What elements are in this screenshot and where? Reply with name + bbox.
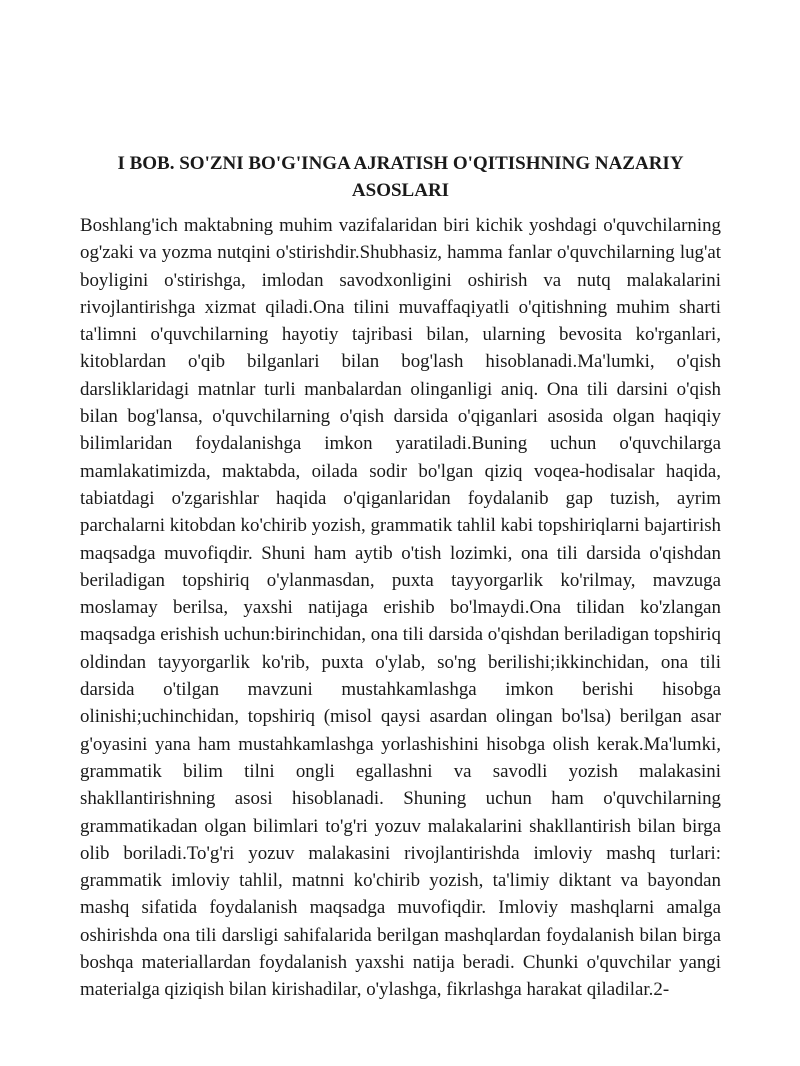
- body-paragraph: Boshlang'ich maktabning muhim vazifalaridan biri kichik yoshdagi o'quvchilarning og'zaki va yozma nutqini o'stirishdir.Shubhasiz, hamma fanlar o'quvchilarning lug'at boyligini o'stirishga, imlodan savodxonligini oshirish va nutq malakalarini rivojlantirishga xizmat qiladi.Ona tilini muvaffaqiyatli o'qitishning muhim sharti ta'limni o'quvchilarning hayotiy tajribasi bilan, ularning bevosita ko'rganlari, kitoblardan o'qib bilganlari bilan bog'lash hisoblanadi.Ma'lumki, o'qish darsliklaridagi matnlar turli manbalardan olinganligi aniq. Ona tili darsini o'qish bilan bog'lansa, o'quvchilarning o'qish darsida o'qiganlari asosida olgan haqiqiy bilimlaridan foydalanishga imkon yaratiladi.Buning uchun o'quvchilarga mamlakatimizda, maktabda, oilada sodir bo'lgan qiziq voqea-hodisalar haqida, tabiatdagi o'zgarishlar haqida o'qiganlaridan foydalanib gap tuzish, ayrim parchalarni kitobdan ko'chirib yozish, grammatik tahlil kabi topshiriqlarni bajartirish maqsadga muvofiqdir. Shuni ham aytib o'tish lozimki, ona tili darsida o'qishdan beriladigan topshiriq o'ylanmasdan, puxta tayyorgarlik ko'rilmay, mavzuga moslamay berilsa, yaxshi natijaga erishib bo'lmaydi.Ona tilidan ko'zlangan maqsadga erishish uchun:birinchidan, ona tili darsida o'qishdan beriladigan topshiriq oldindan tayyorgarlik ko'rib, puxta o'ylab, so'ng berilishi;ikkinchidan, ona tili darsida o'tilgan mavzuni mustahkamlashga imkon berishi hisobga olinishi;uchinchidan, topshiriq (misol qaysi asardan olingan bo'lsa) berilgan asar g'oyasini yana ham mustahkamlashga yorlashishini hisobga olish kerak.Ma'lumki, grammatik bilim tilni ongli egallashni va savodli yozish malakasini shakllantirishning asosi hisoblanadi. Shuning uchun ham o'quvchilarning grammatikadan olgan bilimlari to'g'ri yozuv malakalarini shakllantirish bilan birga olib boriladi.To'g'ri yozuv malakasini rivojlantirishda imloviy mashq turlari: grammatik imloviy tahlil, matnni ko'chirib yozish, ta'limiy diktant va bayondan mashq sifatida foydalanish maqsadga muvofiqdir. Imloviy mashqlarni amalga oshirishda ona tili darsligi sahifalarida berilgan mashqlardan foydalanish bilan birga boshqa materiallardan foydalanish yaxshi natija beradi. Chunki o'quvchilar yangi materialga qiziqish bilan kirishadilar, o'ylashga, fikrlashga harakat qiladilar.2-: [80, 215, 721, 1001]
- document-page: [80, 150, 721, 1004]
- chapter-title: I BOB. SO'ZNI BO'G'INGA AJRATISH O'QITISHNING NAZARIY ASOSLARI: [117, 153, 684, 201]
